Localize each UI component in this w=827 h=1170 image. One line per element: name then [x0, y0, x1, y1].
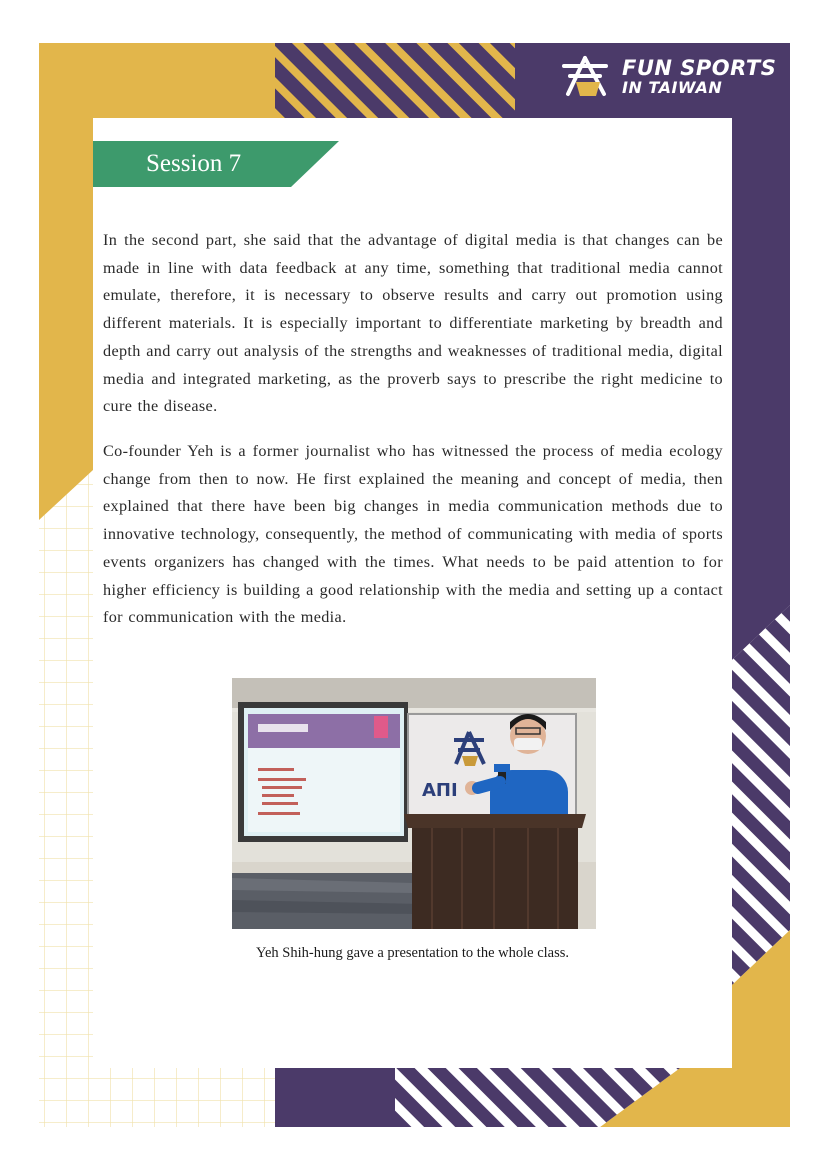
purple-block-bottom: [275, 1068, 395, 1127]
presentation-photo: [232, 678, 596, 929]
striped-column-right: [732, 605, 790, 985]
brand-line-2: IN TAIWAN: [622, 78, 723, 97]
purple-column-right: [732, 118, 790, 660]
striped-band-top: [275, 43, 515, 118]
brand-line-1: FUN SPORTS: [622, 56, 777, 80]
svg-text:ΑΠΙ: ΑΠΙ: [422, 780, 458, 801]
session-title: Session 7: [146, 150, 242, 177]
body-paragraph-2: Co-founder Yeh is a former journalist who has witnessed the process of media ecology change from then to now. He first explained the meaning and concept of media, then explained that there have been big changes in media communication methods due to innovative technology, consequently, the method of communicating with media of sports events organizers has changed with the times. What needs to be paid attention to for higher efficiency is building a good relationship with the media and setting up a contact for communication with the media.: [103, 442, 723, 627]
brand-wordmark: [622, 58, 776, 98]
photo-caption: Yeh Shih-hung gave a presentation to the whole class.: [255, 945, 570, 961]
body-paragraph-1: In the second part, she said that the advantage of digital media is that changes can be made in line with data feedback at any time, something that traditional media cannot emulate, therefore, it is necessary to observe results and carry out promotion using different materials. It is especially important to differentiate marketing by breadth and depth and carry out analysis of the strengths and weaknesses of traditional media, digital media and integrated marketing, as the proverb says to prescribe the right medicine to cure the disease.: [103, 231, 723, 416]
